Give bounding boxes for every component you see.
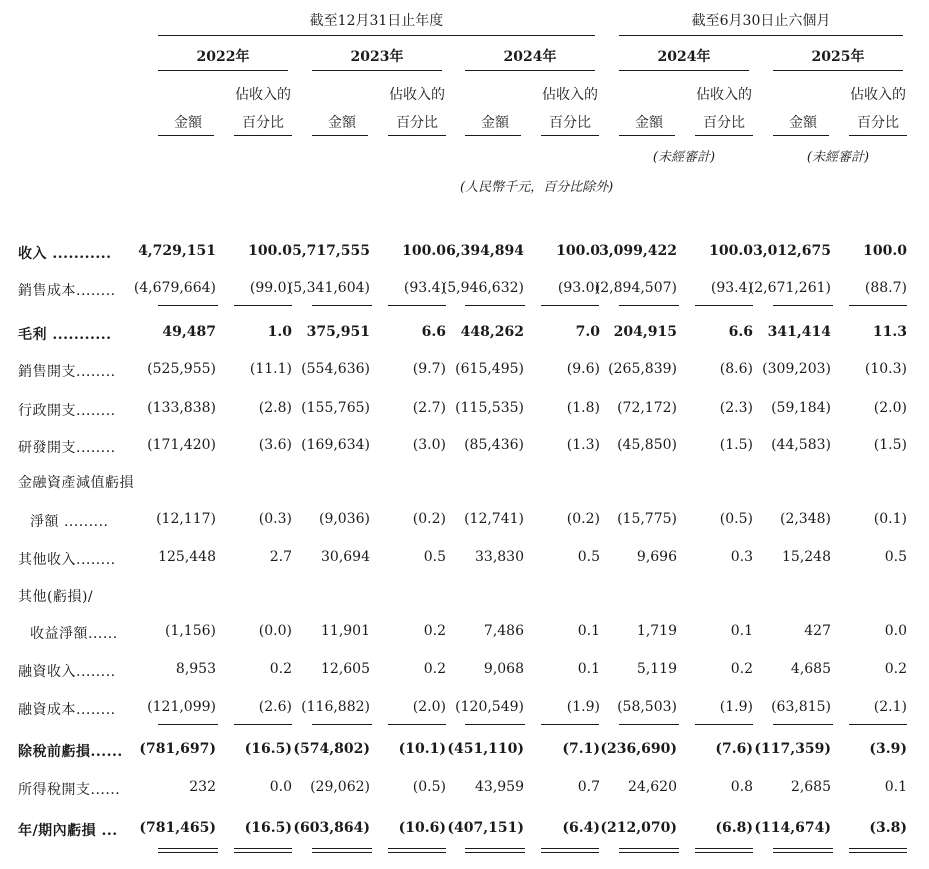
single-underline xyxy=(619,724,679,725)
percent-cell: (16.5) xyxy=(244,741,292,757)
single-underline xyxy=(465,724,525,725)
amount-cell: (309,203) xyxy=(762,361,831,377)
percent-cell: (10.3) xyxy=(864,361,907,377)
single-underline xyxy=(773,724,833,725)
year-header-2023: 2023年 xyxy=(350,49,404,65)
row-label: 其他(虧損)/ xyxy=(18,589,94,605)
amount-cell: 49,487 xyxy=(162,324,216,340)
percent-cell: (1.8) xyxy=(566,400,600,416)
amount-cell: 3,099,422 xyxy=(599,243,677,259)
percent-cell: (2.0) xyxy=(412,699,446,715)
amount-cell: 125,448 xyxy=(158,549,216,565)
row-label: 銷售開支........ xyxy=(18,364,116,380)
percent-cell: (1.9) xyxy=(719,699,753,715)
amount-cell: 448,262 xyxy=(460,324,524,340)
percent-cell: (9.6) xyxy=(566,361,600,377)
single-underline xyxy=(773,305,833,306)
year-rule xyxy=(619,70,749,71)
percent-cell: (2.7) xyxy=(412,400,446,416)
amount-cell: (554,636) xyxy=(301,361,370,377)
percent-cell: (3.0) xyxy=(412,437,446,453)
amount-cell: 12,605 xyxy=(321,661,370,677)
amount-cell: 204,915 xyxy=(613,324,677,340)
amount-cell: 375,951 xyxy=(306,324,370,340)
amount-cell: (169,634) xyxy=(301,437,370,453)
amount-cell: 2,685 xyxy=(790,779,831,795)
amount-cell: (63,815) xyxy=(771,699,831,715)
single-underline xyxy=(388,724,446,725)
percent-column-header-line1: 佔收入的 xyxy=(389,87,445,103)
unit-note: (人民幣千元，百分比除外) xyxy=(460,180,614,195)
percent-cell: 100.0 xyxy=(709,243,753,259)
amount-cell: 427 xyxy=(804,623,831,639)
percent-cell: (1.5) xyxy=(719,437,753,453)
percent-cell: (0.0) xyxy=(258,623,292,639)
single-underline xyxy=(312,305,372,306)
amount-cell: (121,099) xyxy=(147,699,216,715)
percent-header-rule xyxy=(541,135,599,136)
row-label: 收入 ........... xyxy=(18,246,112,262)
amount-cell: 15,248 xyxy=(782,549,831,565)
percent-cell: (93.0) xyxy=(557,280,600,296)
percent-cell: (2.8) xyxy=(258,400,292,416)
double-underline xyxy=(388,848,446,853)
percent-cell: 0.1 xyxy=(730,623,753,639)
percent-cell: 0.2 xyxy=(423,623,446,639)
percent-header-rule xyxy=(388,135,446,136)
single-underline xyxy=(158,724,218,725)
amount-cell: (603,864) xyxy=(293,820,370,836)
row-label: 融資收入........ xyxy=(18,664,116,680)
amount-column-header: 金額 xyxy=(789,115,817,131)
row-label: 除稅前虧損...... xyxy=(18,744,123,760)
percent-cell: (10.1) xyxy=(398,741,446,757)
row-label: 銷售成本........ xyxy=(18,283,116,299)
percent-cell: 0.8 xyxy=(730,779,753,795)
amount-cell: 6,394,894 xyxy=(446,243,524,259)
percent-cell: 0.0 xyxy=(884,623,907,639)
percent-cell: (2.1) xyxy=(873,699,907,715)
row-label: 金融資產減值虧損 xyxy=(18,475,134,491)
single-underline xyxy=(541,724,599,725)
percent-cell: (93.4) xyxy=(403,280,446,296)
percent-cell: (10.6) xyxy=(398,820,446,836)
row-label: 年/期內虧損 ... xyxy=(18,823,118,839)
percent-cell: 1.0 xyxy=(267,324,292,340)
amount-cell: 4,729,151 xyxy=(138,243,216,259)
percent-cell: 0.2 xyxy=(269,661,292,677)
amount-cell: 5,119 xyxy=(636,661,677,677)
double-underline xyxy=(465,848,525,853)
amount-cell: (114,674) xyxy=(754,820,831,836)
year-header-2024: 2024年 xyxy=(503,49,557,65)
percent-cell: (3.6) xyxy=(258,437,292,453)
amount-column-header: 金額 xyxy=(174,115,202,131)
year-rule xyxy=(158,70,288,71)
percent-cell: (0.2) xyxy=(412,511,446,527)
percent-header-rule xyxy=(849,135,907,136)
year-header-2025-h1: 2025年 xyxy=(811,49,865,65)
amount-cell: 4,685 xyxy=(790,661,831,677)
single-underline xyxy=(465,305,525,306)
amount-cell: (58,503) xyxy=(617,699,677,715)
year-header-2022: 2022年 xyxy=(196,49,250,65)
amount-header-rule xyxy=(773,135,829,136)
percent-cell: 0.1 xyxy=(577,661,600,677)
percent-column-header-line2: 百分比 xyxy=(857,115,899,131)
percent-column-header-line1: 佔收入的 xyxy=(542,87,598,103)
percent-column-header-line1: 佔收入的 xyxy=(696,87,752,103)
single-underline xyxy=(695,724,753,725)
double-underline xyxy=(773,848,833,853)
percent-cell: (3.9) xyxy=(869,741,907,757)
row-label: 融資成本........ xyxy=(18,702,116,718)
percent-cell: (1.3) xyxy=(566,437,600,453)
percent-cell: (11.1) xyxy=(249,361,292,377)
amount-cell: (525,955) xyxy=(147,361,216,377)
amount-cell: (2,348) xyxy=(779,511,831,527)
amount-cell: 1,719 xyxy=(636,623,677,639)
amount-cell: (44,583) xyxy=(771,437,831,453)
amount-cell: (171,420) xyxy=(147,437,216,453)
group-header-6m-rule xyxy=(619,35,903,36)
amount-cell: (236,690) xyxy=(600,741,677,757)
percent-cell: (16.5) xyxy=(244,820,292,836)
amount-cell: (29,062) xyxy=(310,779,370,795)
percent-cell: (0.1) xyxy=(873,511,907,527)
amount-cell: (5,341,604) xyxy=(287,280,370,296)
percent-cell: 7.0 xyxy=(575,324,600,340)
amount-cell: (615,495) xyxy=(455,361,524,377)
percent-cell: 100.0 xyxy=(556,243,600,259)
percent-column-header-line1: 佔收入的 xyxy=(235,87,291,103)
percent-cell: (1.5) xyxy=(873,437,907,453)
year-header-2024-h1: 2024年 xyxy=(657,49,711,65)
percent-cell: 0.2 xyxy=(730,661,753,677)
single-underline xyxy=(388,305,446,306)
amount-cell: (5,946,632) xyxy=(441,280,524,296)
single-underline xyxy=(849,724,907,725)
percent-cell: 11.3 xyxy=(872,324,907,340)
single-underline xyxy=(849,305,907,306)
amount-cell: 11,901 xyxy=(321,623,370,639)
percent-cell: (2.6) xyxy=(258,699,292,715)
amount-cell: 341,414 xyxy=(767,324,831,340)
amount-cell: 232 xyxy=(189,779,216,795)
row-label: 其他收入........ xyxy=(18,552,116,568)
amount-cell: (59,184) xyxy=(771,400,831,416)
double-underline xyxy=(849,848,907,853)
amount-cell: 24,620 xyxy=(628,779,677,795)
percent-cell: 6.6 xyxy=(421,324,446,340)
percent-cell: 0.3 xyxy=(730,549,753,565)
amount-cell: (451,110) xyxy=(447,741,524,757)
group-header-fy-rule xyxy=(158,35,595,36)
percent-cell: 0.7 xyxy=(577,779,600,795)
percent-cell: (88.7) xyxy=(864,280,907,296)
amount-header-rule xyxy=(312,135,368,136)
percent-cell: 6.6 xyxy=(728,324,753,340)
percent-cell: (0.5) xyxy=(412,779,446,795)
row-label: 毛利 ........... xyxy=(18,327,112,343)
double-underline xyxy=(312,848,372,853)
amount-cell: (120,549) xyxy=(455,699,524,715)
percent-cell: (0.5) xyxy=(719,511,753,527)
percent-cell: 0.2 xyxy=(423,661,446,677)
percent-column-header-line2: 百分比 xyxy=(549,115,591,131)
amount-header-rule xyxy=(619,135,675,136)
amount-column-header: 金額 xyxy=(635,115,663,131)
percent-cell: (3.8) xyxy=(869,820,907,836)
percent-column-header-line2: 百分比 xyxy=(703,115,745,131)
year-rule xyxy=(312,70,442,71)
amount-cell: (85,436) xyxy=(464,437,524,453)
unaudited-note-2025: (未經審計) xyxy=(806,150,870,165)
amount-cell: (2,671,261) xyxy=(748,280,831,296)
percent-column-header-line1: 佔收入的 xyxy=(850,87,906,103)
percent-cell: (0.2) xyxy=(566,511,600,527)
amount-cell: (12,117) xyxy=(156,511,216,527)
row-label: 研發開支........ xyxy=(18,440,116,456)
row-label: 行政開支........ xyxy=(18,403,116,419)
double-underline xyxy=(541,848,599,853)
percent-cell: 0.5 xyxy=(577,549,600,565)
double-underline xyxy=(234,848,292,853)
amount-cell: (2,894,507) xyxy=(594,280,677,296)
amount-header-rule xyxy=(465,135,521,136)
amount-cell: 8,953 xyxy=(175,661,216,677)
amount-cell: (72,172) xyxy=(617,400,677,416)
amount-cell: (1,156) xyxy=(164,623,216,639)
row-label: 所得稅開支...... xyxy=(18,782,121,798)
amount-cell: (12,741) xyxy=(464,511,524,527)
year-rule xyxy=(773,70,903,71)
double-underline xyxy=(158,848,218,853)
year-rule xyxy=(465,70,595,71)
percent-cell: (6.4) xyxy=(562,820,600,836)
row-label: 淨額 ......... xyxy=(30,514,109,530)
percent-cell: (2.3) xyxy=(719,400,753,416)
amount-column-header: 金額 xyxy=(481,115,509,131)
percent-cell: 0.1 xyxy=(577,623,600,639)
percent-cell: 100.0 xyxy=(863,243,907,259)
percent-column-header-line2: 百分比 xyxy=(396,115,438,131)
row-label: 收益淨額...... xyxy=(30,626,118,642)
amount-cell: 30,694 xyxy=(321,549,370,565)
percent-cell: (2.0) xyxy=(873,400,907,416)
amount-cell: 33,830 xyxy=(475,549,524,565)
single-underline xyxy=(234,305,292,306)
percent-cell: (93.4) xyxy=(710,280,753,296)
percent-cell: 0.0 xyxy=(269,779,292,795)
unaudited-note-2024: (未經審計) xyxy=(652,150,716,165)
percent-cell: 0.5 xyxy=(884,549,907,565)
percent-cell: 2.7 xyxy=(269,549,292,565)
amount-cell: 5,717,555 xyxy=(292,243,370,259)
percent-cell: (8.6) xyxy=(719,361,753,377)
percent-cell: (0.3) xyxy=(258,511,292,527)
amount-cell: (9,036) xyxy=(318,511,370,527)
percent-cell: (1.9) xyxy=(566,699,600,715)
amount-cell: (407,151) xyxy=(447,820,524,836)
percent-cell: (7.6) xyxy=(715,741,753,757)
percent-column-header-line2: 百分比 xyxy=(242,115,284,131)
amount-cell: (4,679,664) xyxy=(133,280,216,296)
amount-cell: (133,838) xyxy=(147,400,216,416)
group-header-6m: 截至6月30日止六個月 xyxy=(691,13,831,29)
amount-cell: (574,802) xyxy=(293,741,370,757)
single-underline xyxy=(541,305,599,306)
amount-cell: 7,486 xyxy=(483,623,524,639)
percent-cell: 100.0 xyxy=(402,243,446,259)
amount-column-header: 金額 xyxy=(328,115,356,131)
amount-cell: 9,696 xyxy=(636,549,677,565)
single-underline xyxy=(619,305,679,306)
percent-cell: (99.0) xyxy=(249,280,292,296)
percent-cell: 0.2 xyxy=(884,661,907,677)
percent-cell: (6.8) xyxy=(715,820,753,836)
single-underline xyxy=(234,724,292,725)
amount-cell: (15,775) xyxy=(617,511,677,527)
group-header-fy: 截至12月31日止年度 xyxy=(309,13,444,29)
percent-cell: (7.1) xyxy=(562,741,600,757)
amount-cell: 43,959 xyxy=(475,779,524,795)
amount-cell: (115,535) xyxy=(455,400,524,416)
percent-cell: 0.5 xyxy=(423,549,446,565)
amount-cell: (155,765) xyxy=(301,400,370,416)
amount-cell: (116,882) xyxy=(301,699,370,715)
amount-cell: (117,359) xyxy=(754,741,831,757)
percent-header-rule xyxy=(695,135,753,136)
amount-header-rule xyxy=(158,135,214,136)
amount-cell: (212,070) xyxy=(600,820,677,836)
amount-cell: (265,839) xyxy=(608,361,677,377)
amount-cell: (781,697) xyxy=(139,741,216,757)
percent-cell: 0.1 xyxy=(884,779,907,795)
amount-cell: (781,465) xyxy=(139,820,216,836)
double-underline xyxy=(619,848,679,853)
percent-cell: (9.7) xyxy=(412,361,446,377)
single-underline xyxy=(695,305,753,306)
double-underline xyxy=(695,848,753,853)
single-underline xyxy=(158,305,218,306)
single-underline xyxy=(312,724,372,725)
amount-cell: 3,012,675 xyxy=(753,243,831,259)
amount-cell: (45,850) xyxy=(617,437,677,453)
percent-cell: 100.0 xyxy=(248,243,292,259)
percent-header-rule xyxy=(234,135,292,136)
amount-cell: 9,068 xyxy=(483,661,524,677)
